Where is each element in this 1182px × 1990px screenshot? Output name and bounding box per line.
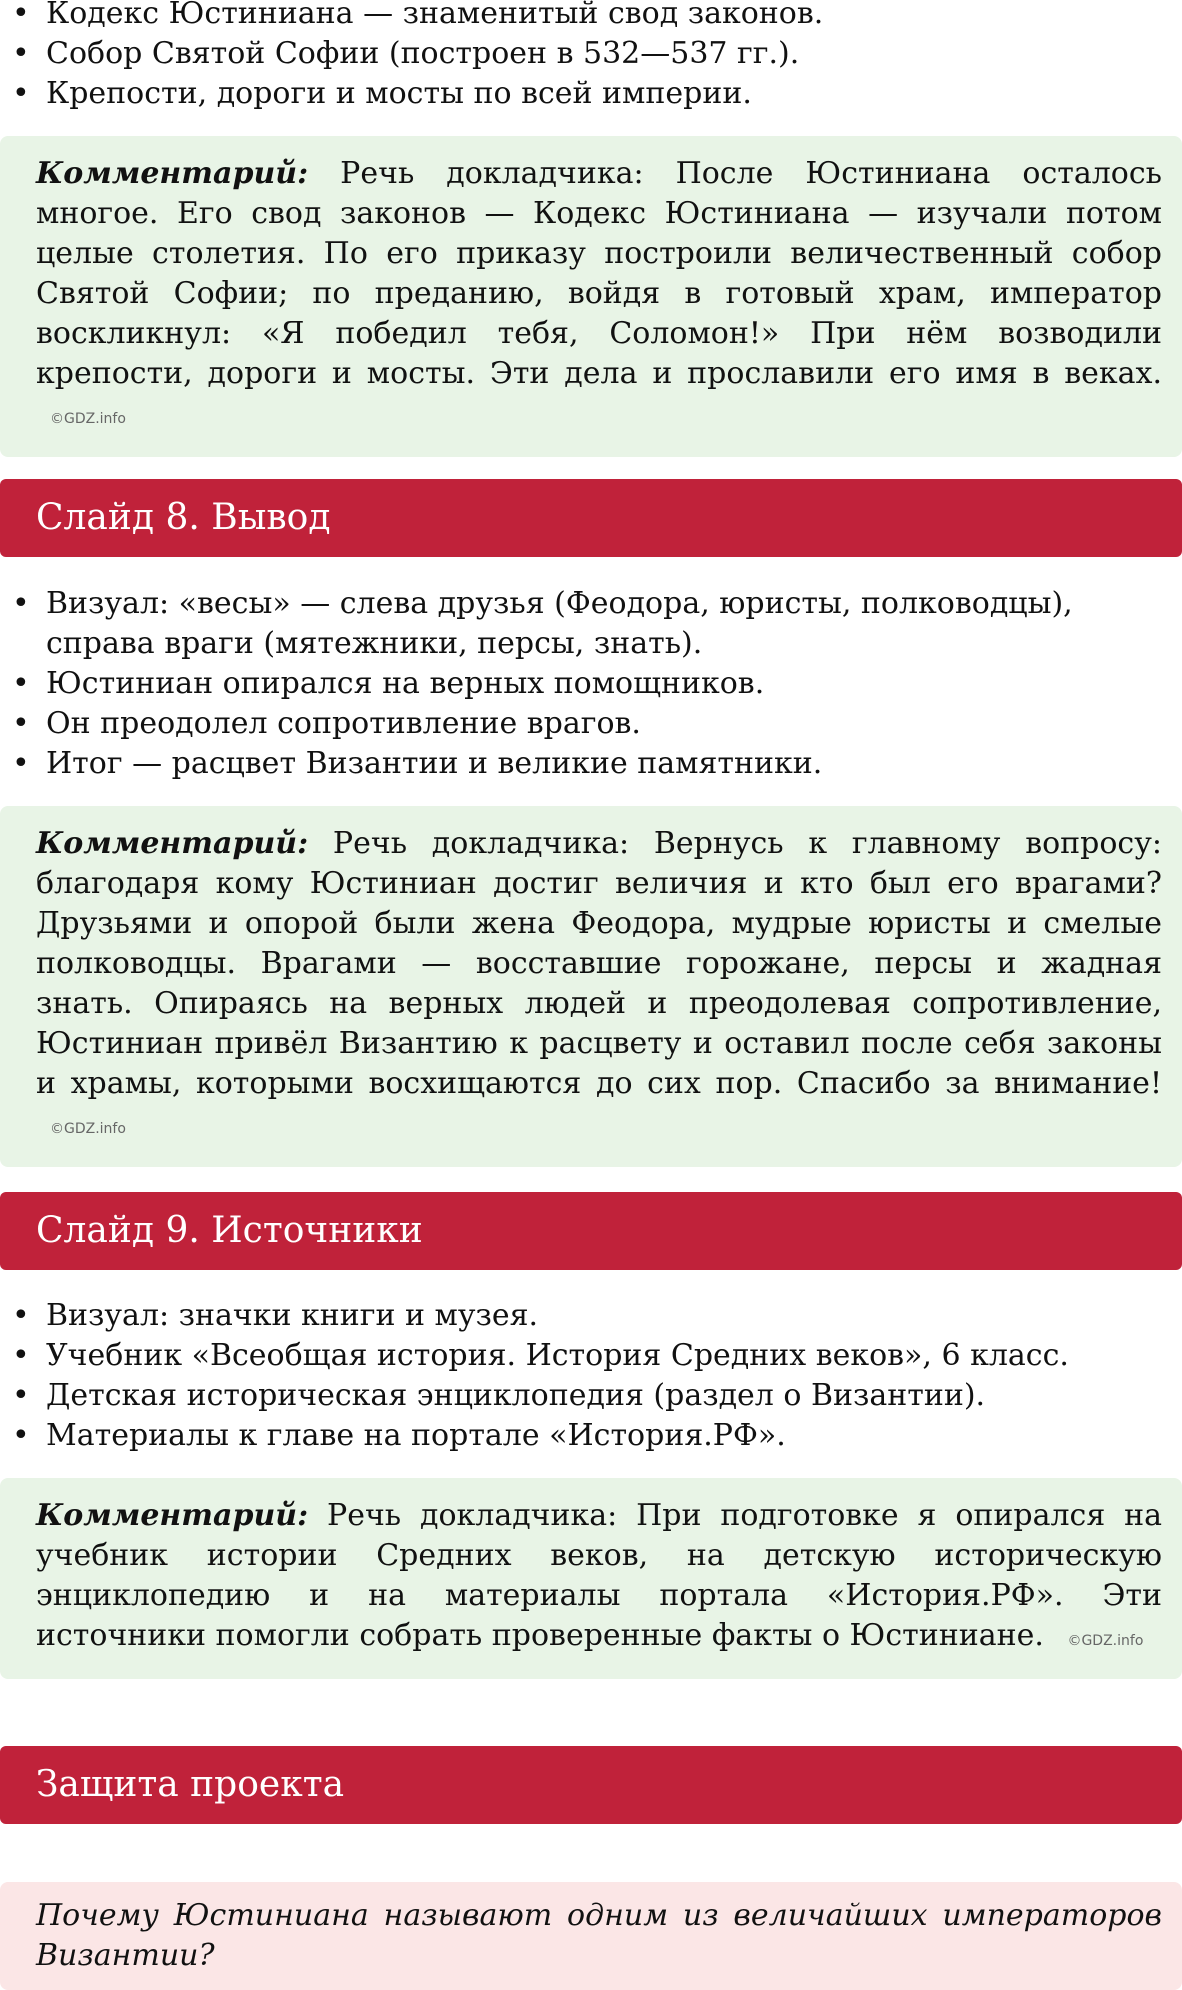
list-item: • Юстиниан опирался на верных помощников. (0, 664, 1182, 704)
comment-box (0, 806, 1182, 1167)
comment-label: Комментарий: (36, 156, 309, 191)
list-item: • Детская историческая энциклопедия (раздел о Византии). (0, 1376, 1182, 1416)
watermark: ©GDZ.info (50, 411, 126, 427)
list-item: • Материалы к главе на портале «История.РФ». (0, 1416, 1182, 1456)
section-header-slide-8: Слайд 8. Вывод (0, 479, 1182, 557)
section-header-slide-9: Слайд 9. Источники (0, 1192, 1182, 1270)
list-item: • Он преодолел сопротивление врагов. (0, 704, 1182, 744)
comment-text: Речь докладчика: При подготовке я опирался на учебник истории Средних веков, на детскую историческую энциклопедию и на материалы портала «История.РФ». Эти источники помогли собрать проверенные факты о Юстиниане. (36, 1498, 1162, 1653)
list-item: • Визуал: «весы» — слева друзья (Феодора, юристы, полководцы), справа враги (мятежники, персы, знать). (0, 584, 1182, 664)
slide-8-bullet-list (0, 584, 1182, 784)
top-bullet-list (0, 0, 1182, 114)
comment-text: Речь докладчика: Вернусь к главному вопросу: благодаря кому Юстиниан достиг величия и кто был его врагами? Друзьями и опорой были жена Феодора, мудрые юристы и смелые полководцы. Врагами — восставшие горожане, персы и жадная знать. Опираясь на верных людей и преодолевая сопротивление, Юстиниан привёл Византию к расцвету и оставил после себя законы и храмы, которыми восхищаются до сих пор. Спасибо за внимание! (36, 826, 1162, 1101)
question-text: Почему Юстиниана называют одним из величайших императоров Византии? (36, 1898, 1162, 1973)
question-box (0, 1882, 1182, 1990)
comment-label: Комментарий: (36, 826, 309, 861)
list-item: • Учебник «Всеобщая история. История Средних веков», 6 класс. (0, 1336, 1182, 1376)
list-item: • Визуал: значки книги и музея. (0, 1296, 1182, 1336)
slide-9-bullet-list (0, 1296, 1182, 1456)
comment-box (0, 136, 1182, 457)
comment-box (0, 1478, 1182, 1679)
section-header-defense: Защита проекта (0, 1746, 1182, 1824)
watermark: ©GDZ.info (50, 1121, 126, 1137)
watermark: ©GDZ.info (1067, 1633, 1144, 1649)
list-item: • Итог — расцвет Византии и великие памятники. (0, 744, 1182, 784)
list-item: • Кодекс Юстиниана — знаменитый свод законов. (0, 0, 1182, 34)
comment-text: Речь докладчика: После Юстиниана осталось многое. Его свод законов — Кодекс Юстиниана — изучали потом целые столетия. По его приказу построили величественный собор Святой Софии; по преданию, войдя в готовый храм, император воскликнул: «Я победил тебя, Соломон!» При нём возводили крепости, дороги и мосты. Эти дела и прославили его имя в веках. (36, 156, 1162, 391)
list-item: • Собор Святой Софии (построен в 532—537 гг.). (0, 34, 1182, 74)
comment-label: Комментарий: (36, 1498, 309, 1533)
list-item: • Крепости, дороги и мосты по всей империи. (0, 74, 1182, 114)
